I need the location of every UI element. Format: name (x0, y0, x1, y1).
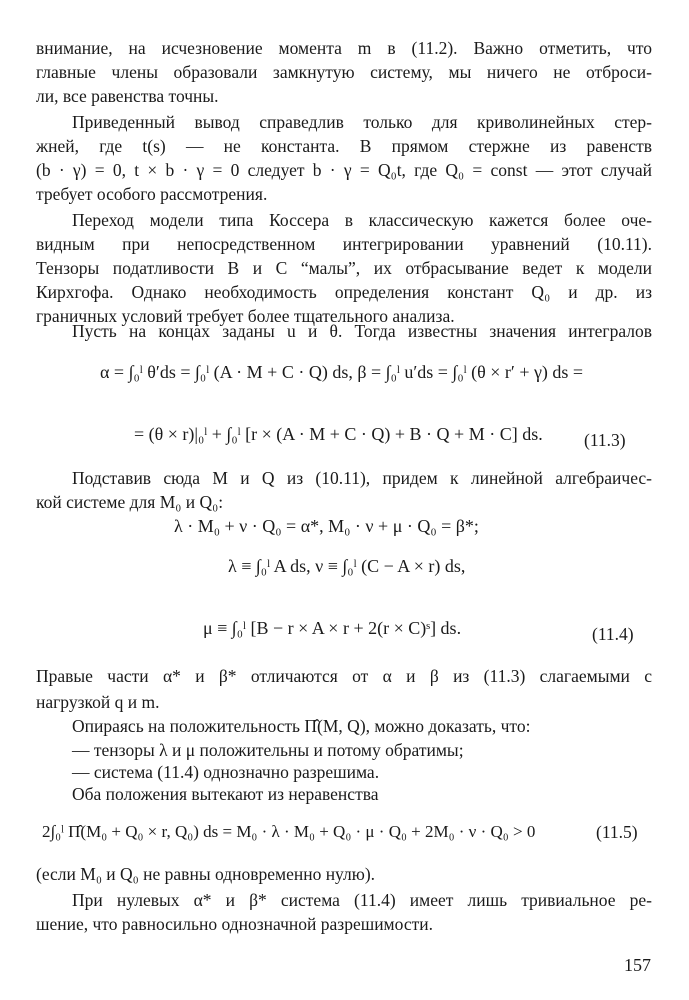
text-line: Приведенный вывод справедлив только для криволинейных стер- (72, 112, 652, 132)
page-number: 157 (624, 955, 651, 975)
equation-number: (11.3) (584, 430, 626, 450)
list-item: — система (11.4) однозначно разрешима. (72, 762, 380, 782)
text-line: нагрузкой q и m. (36, 692, 160, 712)
list-item: — тензоры λ и μ положительны и потому обратимы; (72, 740, 464, 760)
text-line: Кирхгофа. Однако необходимость определения констант Q₀ и др. из (36, 282, 652, 302)
text-line: шение, что равносильно однозначной разрешимости. (36, 914, 433, 934)
text-line: Правые части α* и β* отличаются от α и β из (11.3) слагаемыми с (36, 666, 652, 686)
text-line: Пусть на концах заданы u и θ. Тогда известны значения интегралов (72, 321, 652, 341)
equation-11-3-line-2: = (θ × r)|₀ˡ + ∫₀ˡ [r × (A · M + C · Q) + B · Q + M · C] ds. (134, 424, 543, 444)
text-line: внимание, на исчезновение момента m в (11.2). Важно отметить, что (36, 38, 652, 58)
text-line: видным при непосредственном интегрировании уравнений (10.11). (36, 234, 652, 254)
equation-number: (11.4) (592, 624, 634, 644)
equation-11-4-line-2: λ ≡ ∫₀ˡ A ds, ν ≡ ∫₀ˡ (C − A × r) ds, (228, 556, 466, 576)
equation-11-3-line-1: α = ∫₀ˡ θ′ds = ∫₀ˡ (A · M + C · Q) ds, β = ∫₀ˡ u′ds = ∫₀ˡ (θ × r′ + γ) ds = (100, 362, 584, 382)
text-line: Оба положения вытекают из неравенства (72, 784, 379, 804)
equation-11-5: 2∫₀ˡ Π̂(M₀ + Q₀ × r, Q₀) ds = M₀ · λ · M₀ + Q₀ · μ · Q₀ + 2M₀ · ν · Q₀ > 0 (42, 822, 536, 841)
text-line: Переход модели типа Коссера в классическую кажется более оче- (72, 210, 652, 230)
equation-11-4-line-1: λ · M₀ + ν · Q₀ = α*, M₀ · ν + μ · Q₀ = β*; (174, 516, 479, 536)
text-line: (b · γ) = 0, t × b · γ = 0 следует b · γ = Q₀t, где Q₀ = const — этот случай (36, 160, 652, 180)
text-line: (если M₀ и Q₀ не равны одновременно нулю). (36, 864, 376, 884)
text-line: главные члены образовали замкнутую систему, мы ничего не отброси- (36, 62, 652, 82)
equation-11-4-line-3: μ ≡ ∫₀ˡ [B − r × A × r + 2(r × C)ˢ] ds. (203, 618, 462, 638)
equation-number: (11.5) (596, 822, 638, 842)
text-line: Опираясь на положительность Π̂(M, Q), можно доказать, что: (72, 716, 531, 736)
text-line: кой системе для M₀ и Q₀: (36, 492, 224, 512)
text-line: жней, где t(s) — не константа. В прямом стержне из равенств (36, 136, 652, 156)
text-line: граничных условий требует более тщательного анализа. (36, 306, 455, 326)
text-line: требует особого рассмотрения. (36, 184, 268, 204)
text-line: При нулевых α* и β* система (11.4) имеет лишь тривиальное ре- (72, 890, 652, 910)
text-line: ли, все равенства точны. (36, 86, 219, 106)
text-line: Подставив сюда M и Q из (10.11), придем к линейной алгебраичес- (72, 468, 652, 488)
text-line: Тензоры податливости B и C “малы”, их отбрасывание ведет к модели (36, 258, 652, 278)
